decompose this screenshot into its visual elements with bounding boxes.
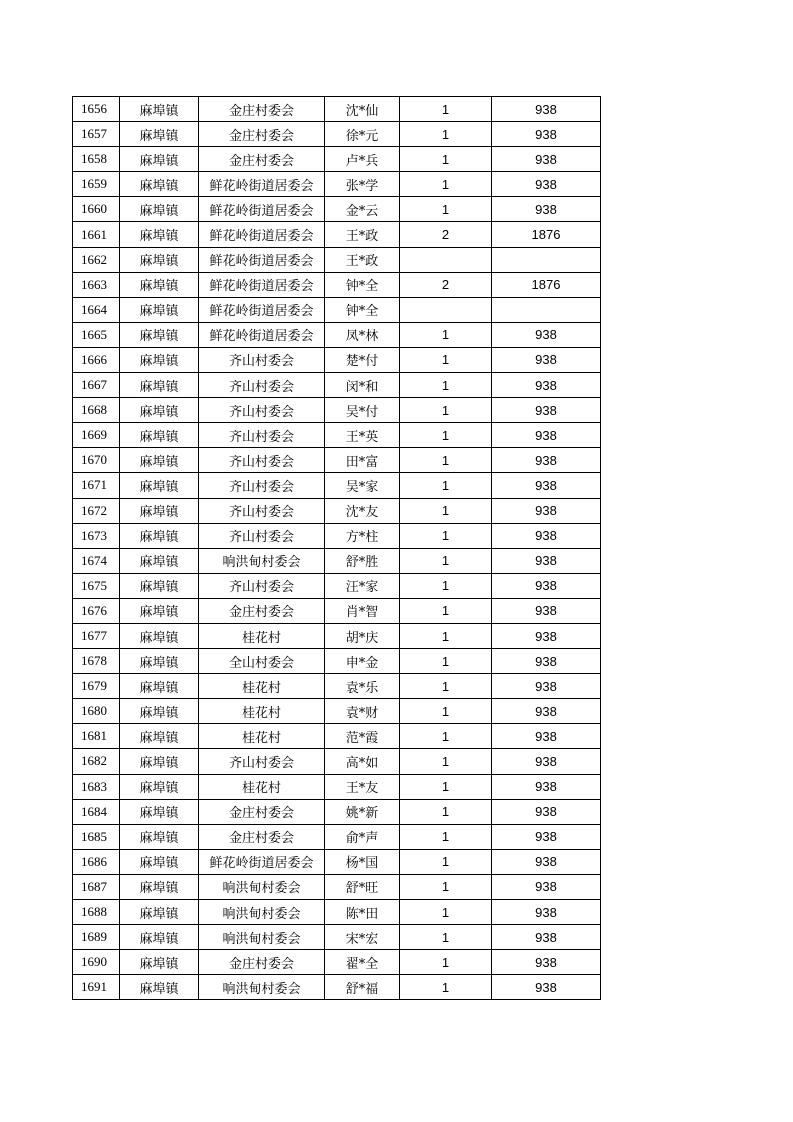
table-row <box>73 950 601 975</box>
name-cell: 沈*仙 <box>325 97 400 122</box>
name-cell: 楚*付 <box>325 347 400 372</box>
amount-cell: 938 <box>492 699 601 724</box>
name-cell: 俞*声 <box>325 824 400 849</box>
count-cell: 1 <box>400 674 492 699</box>
table-row <box>73 197 601 222</box>
table-row <box>73 322 601 347</box>
table-row <box>73 523 601 548</box>
name-cell: 杨*国 <box>325 849 400 874</box>
row-number-cell: 1683 <box>73 774 120 799</box>
table-row <box>73 975 601 1000</box>
count-cell: 1 <box>400 749 492 774</box>
row-number-cell: 1662 <box>73 247 120 272</box>
name-cell: 王*友 <box>325 774 400 799</box>
count-cell: 1 <box>400 623 492 648</box>
committee-cell: 全山村委会 <box>199 649 325 674</box>
table-row <box>73 373 601 398</box>
name-cell: 陈*田 <box>325 900 400 925</box>
table-row <box>73 699 601 724</box>
row-number-cell: 1669 <box>73 423 120 448</box>
name-cell: 高*如 <box>325 749 400 774</box>
count-cell: 1 <box>400 197 492 222</box>
committee-cell: 响洪甸村委会 <box>199 900 325 925</box>
town-cell: 麻埠镇 <box>120 222 199 247</box>
committee-cell: 桂花村 <box>199 699 325 724</box>
amount-cell: 938 <box>492 649 601 674</box>
row-number-cell: 1666 <box>73 347 120 372</box>
committee-cell: 桂花村 <box>199 774 325 799</box>
row-number-cell: 1658 <box>73 147 120 172</box>
table-row <box>73 147 601 172</box>
row-number-cell: 1679 <box>73 674 120 699</box>
amount-cell <box>492 297 601 322</box>
amount-cell: 938 <box>492 523 601 548</box>
count-cell: 1 <box>400 172 492 197</box>
amount-cell: 938 <box>492 799 601 824</box>
row-number-cell: 1691 <box>73 975 120 1000</box>
name-cell: 金*云 <box>325 197 400 222</box>
town-cell: 麻埠镇 <box>120 573 199 598</box>
row-number-cell: 1675 <box>73 573 120 598</box>
count-cell <box>400 247 492 272</box>
committee-cell: 鲜花岭街道居委会 <box>199 297 325 322</box>
amount-cell: 938 <box>492 473 601 498</box>
table-row <box>73 347 601 372</box>
committee-cell: 金庄村委会 <box>199 122 325 147</box>
count-cell: 1 <box>400 322 492 347</box>
row-number-cell: 1688 <box>73 900 120 925</box>
town-cell: 麻埠镇 <box>120 197 199 222</box>
table-row <box>73 97 601 122</box>
town-cell: 麻埠镇 <box>120 724 199 749</box>
row-number-cell: 1673 <box>73 523 120 548</box>
row-number-cell: 1668 <box>73 398 120 423</box>
name-cell: 袁*乐 <box>325 674 400 699</box>
count-cell: 1 <box>400 724 492 749</box>
table-row <box>73 598 601 623</box>
amount-cell: 938 <box>492 498 601 523</box>
committee-cell: 齐山村委会 <box>199 347 325 372</box>
amount-cell: 938 <box>492 172 601 197</box>
committee-cell: 鲜花岭街道居委会 <box>199 197 325 222</box>
count-cell: 1 <box>400 874 492 899</box>
town-cell: 麻埠镇 <box>120 322 199 347</box>
row-number-cell: 1678 <box>73 649 120 674</box>
table-row <box>73 473 601 498</box>
count-cell: 1 <box>400 925 492 950</box>
count-cell: 1 <box>400 799 492 824</box>
amount-cell: 938 <box>492 548 601 573</box>
town-cell: 麻埠镇 <box>120 297 199 322</box>
count-cell: 1 <box>400 975 492 1000</box>
row-number-cell: 1667 <box>73 373 120 398</box>
table-row <box>73 423 601 448</box>
amount-cell: 938 <box>492 824 601 849</box>
count-cell: 1 <box>400 824 492 849</box>
count-cell: 1 <box>400 649 492 674</box>
amount-cell: 938 <box>492 347 601 372</box>
table-row <box>73 222 601 247</box>
data-table <box>72 96 601 1000</box>
row-number-cell: 1670 <box>73 448 120 473</box>
count-cell: 1 <box>400 774 492 799</box>
committee-cell: 金庄村委会 <box>199 97 325 122</box>
amount-cell: 938 <box>492 975 601 1000</box>
name-cell: 翟*全 <box>325 950 400 975</box>
name-cell: 钟*全 <box>325 272 400 297</box>
committee-cell: 金庄村委会 <box>199 147 325 172</box>
row-number-cell: 1687 <box>73 874 120 899</box>
table-row <box>73 799 601 824</box>
amount-cell: 938 <box>492 749 601 774</box>
committee-cell: 鲜花岭街道居委会 <box>199 322 325 347</box>
table-row <box>73 925 601 950</box>
table-row <box>73 874 601 899</box>
count-cell <box>400 297 492 322</box>
row-number-cell: 1657 <box>73 122 120 147</box>
count-cell: 2 <box>400 222 492 247</box>
amount-cell: 938 <box>492 423 601 448</box>
town-cell: 麻埠镇 <box>120 473 199 498</box>
name-cell: 汪*家 <box>325 573 400 598</box>
name-cell: 王*政 <box>325 222 400 247</box>
town-cell: 麻埠镇 <box>120 874 199 899</box>
town-cell: 麻埠镇 <box>120 598 199 623</box>
amount-cell <box>492 247 601 272</box>
name-cell: 闵*和 <box>325 373 400 398</box>
town-cell: 麻埠镇 <box>120 523 199 548</box>
town-cell: 麻埠镇 <box>120 97 199 122</box>
amount-cell: 938 <box>492 724 601 749</box>
committee-cell: 齐山村委会 <box>199 398 325 423</box>
row-number-cell: 1682 <box>73 749 120 774</box>
town-cell: 麻埠镇 <box>120 272 199 297</box>
table-body <box>73 97 601 1000</box>
committee-cell: 鲜花岭街道居委会 <box>199 247 325 272</box>
table-row <box>73 548 601 573</box>
amount-cell: 938 <box>492 573 601 598</box>
row-number-cell: 1690 <box>73 950 120 975</box>
name-cell: 田*富 <box>325 448 400 473</box>
town-cell: 麻埠镇 <box>120 749 199 774</box>
amount-cell: 938 <box>492 950 601 975</box>
committee-cell: 鲜花岭街道居委会 <box>199 172 325 197</box>
table-row <box>73 247 601 272</box>
town-cell: 麻埠镇 <box>120 373 199 398</box>
count-cell: 1 <box>400 398 492 423</box>
committee-cell: 响洪甸村委会 <box>199 874 325 899</box>
count-cell: 1 <box>400 598 492 623</box>
amount-cell: 938 <box>492 849 601 874</box>
row-number-cell: 1684 <box>73 799 120 824</box>
row-number-cell: 1660 <box>73 197 120 222</box>
town-cell: 麻埠镇 <box>120 398 199 423</box>
committee-cell: 鲜花岭街道居委会 <box>199 272 325 297</box>
table-row <box>73 649 601 674</box>
name-cell: 凤*林 <box>325 322 400 347</box>
table-row <box>73 448 601 473</box>
committee-cell: 鲜花岭街道居委会 <box>199 222 325 247</box>
amount-cell: 938 <box>492 623 601 648</box>
town-cell: 麻埠镇 <box>120 423 199 448</box>
table-row <box>73 172 601 197</box>
town-cell: 麻埠镇 <box>120 172 199 197</box>
row-number-cell: 1686 <box>73 849 120 874</box>
count-cell: 1 <box>400 347 492 372</box>
table-row <box>73 674 601 699</box>
amount-cell: 1876 <box>492 272 601 297</box>
name-cell: 范*霞 <box>325 724 400 749</box>
row-number-cell: 1664 <box>73 297 120 322</box>
name-cell: 舒*胜 <box>325 548 400 573</box>
table-row <box>73 573 601 598</box>
committee-cell: 金庄村委会 <box>199 824 325 849</box>
table-row <box>73 398 601 423</box>
amount-cell: 1876 <box>492 222 601 247</box>
amount-cell: 938 <box>492 674 601 699</box>
name-cell: 吴*家 <box>325 473 400 498</box>
count-cell: 1 <box>400 473 492 498</box>
name-cell: 申*金 <box>325 649 400 674</box>
committee-cell: 齐山村委会 <box>199 498 325 523</box>
town-cell: 麻埠镇 <box>120 774 199 799</box>
row-number-cell: 1685 <box>73 824 120 849</box>
amount-cell: 938 <box>492 398 601 423</box>
committee-cell: 齐山村委会 <box>199 523 325 548</box>
amount-cell: 938 <box>492 322 601 347</box>
row-number-cell: 1672 <box>73 498 120 523</box>
committee-cell: 齐山村委会 <box>199 423 325 448</box>
count-cell: 1 <box>400 849 492 874</box>
row-number-cell: 1656 <box>73 97 120 122</box>
amount-cell: 938 <box>492 598 601 623</box>
town-cell: 麻埠镇 <box>120 122 199 147</box>
committee-cell: 齐山村委会 <box>199 749 325 774</box>
count-cell: 1 <box>400 122 492 147</box>
committee-cell: 桂花村 <box>199 724 325 749</box>
table-row <box>73 724 601 749</box>
town-cell: 麻埠镇 <box>120 925 199 950</box>
name-cell: 袁*财 <box>325 699 400 724</box>
amount-cell: 938 <box>492 925 601 950</box>
table-row <box>73 900 601 925</box>
row-number-cell: 1680 <box>73 699 120 724</box>
row-number-cell: 1665 <box>73 322 120 347</box>
name-cell: 张*学 <box>325 172 400 197</box>
count-cell: 1 <box>400 147 492 172</box>
committee-cell: 齐山村委会 <box>199 573 325 598</box>
table-row <box>73 272 601 297</box>
town-cell: 麻埠镇 <box>120 950 199 975</box>
amount-cell: 938 <box>492 147 601 172</box>
row-number-cell: 1671 <box>73 473 120 498</box>
amount-cell: 938 <box>492 122 601 147</box>
town-cell: 麻埠镇 <box>120 147 199 172</box>
name-cell: 舒*福 <box>325 975 400 1000</box>
town-cell: 麻埠镇 <box>120 548 199 573</box>
name-cell: 肖*智 <box>325 598 400 623</box>
table-row <box>73 498 601 523</box>
committee-cell: 鲜花岭街道居委会 <box>199 849 325 874</box>
amount-cell: 938 <box>492 900 601 925</box>
table-row <box>73 623 601 648</box>
amount-cell: 938 <box>492 874 601 899</box>
table-row <box>73 749 601 774</box>
town-cell: 麻埠镇 <box>120 623 199 648</box>
name-cell: 沈*友 <box>325 498 400 523</box>
amount-cell: 938 <box>492 197 601 222</box>
town-cell: 麻埠镇 <box>120 824 199 849</box>
name-cell: 王*英 <box>325 423 400 448</box>
name-cell: 卢*兵 <box>325 147 400 172</box>
row-number-cell: 1689 <box>73 925 120 950</box>
town-cell: 麻埠镇 <box>120 649 199 674</box>
committee-cell: 齐山村委会 <box>199 373 325 398</box>
committee-cell: 桂花村 <box>199 674 325 699</box>
name-cell: 舒*旺 <box>325 874 400 899</box>
row-number-cell: 1659 <box>73 172 120 197</box>
committee-cell: 响洪甸村委会 <box>199 975 325 1000</box>
town-cell: 麻埠镇 <box>120 699 199 724</box>
committee-cell: 响洪甸村委会 <box>199 548 325 573</box>
count-cell: 1 <box>400 573 492 598</box>
count-cell: 1 <box>400 97 492 122</box>
count-cell: 1 <box>400 448 492 473</box>
committee-cell: 金庄村委会 <box>199 950 325 975</box>
name-cell: 钟*全 <box>325 297 400 322</box>
row-number-cell: 1677 <box>73 623 120 648</box>
name-cell: 王*政 <box>325 247 400 272</box>
name-cell: 吴*付 <box>325 398 400 423</box>
count-cell: 1 <box>400 373 492 398</box>
town-cell: 麻埠镇 <box>120 975 199 1000</box>
town-cell: 麻埠镇 <box>120 347 199 372</box>
count-cell: 1 <box>400 523 492 548</box>
committee-cell: 桂花村 <box>199 623 325 648</box>
town-cell: 麻埠镇 <box>120 674 199 699</box>
committee-cell: 齐山村委会 <box>199 448 325 473</box>
name-cell: 方*柱 <box>325 523 400 548</box>
count-cell: 1 <box>400 548 492 573</box>
town-cell: 麻埠镇 <box>120 448 199 473</box>
count-cell: 2 <box>400 272 492 297</box>
amount-cell: 938 <box>492 448 601 473</box>
name-cell: 姚*新 <box>325 799 400 824</box>
row-number-cell: 1661 <box>73 222 120 247</box>
name-cell: 胡*庆 <box>325 623 400 648</box>
committee-cell: 响洪甸村委会 <box>199 925 325 950</box>
town-cell: 麻埠镇 <box>120 498 199 523</box>
table-row <box>73 849 601 874</box>
count-cell: 1 <box>400 699 492 724</box>
town-cell: 麻埠镇 <box>120 247 199 272</box>
row-number-cell: 1681 <box>73 724 120 749</box>
row-number-cell: 1674 <box>73 548 120 573</box>
town-cell: 麻埠镇 <box>120 900 199 925</box>
town-cell: 麻埠镇 <box>120 849 199 874</box>
committee-cell: 齐山村委会 <box>199 473 325 498</box>
count-cell: 1 <box>400 423 492 448</box>
amount-cell: 938 <box>492 373 601 398</box>
table-row <box>73 122 601 147</box>
row-number-cell: 1663 <box>73 272 120 297</box>
amount-cell: 938 <box>492 774 601 799</box>
name-cell: 宋*宏 <box>325 925 400 950</box>
town-cell: 麻埠镇 <box>120 799 199 824</box>
committee-cell: 金庄村委会 <box>199 598 325 623</box>
table-row <box>73 297 601 322</box>
table-row <box>73 774 601 799</box>
name-cell: 徐*元 <box>325 122 400 147</box>
row-number-cell: 1676 <box>73 598 120 623</box>
table-row <box>73 824 601 849</box>
count-cell: 1 <box>400 950 492 975</box>
committee-cell: 金庄村委会 <box>199 799 325 824</box>
count-cell: 1 <box>400 900 492 925</box>
count-cell: 1 <box>400 498 492 523</box>
amount-cell: 938 <box>492 97 601 122</box>
